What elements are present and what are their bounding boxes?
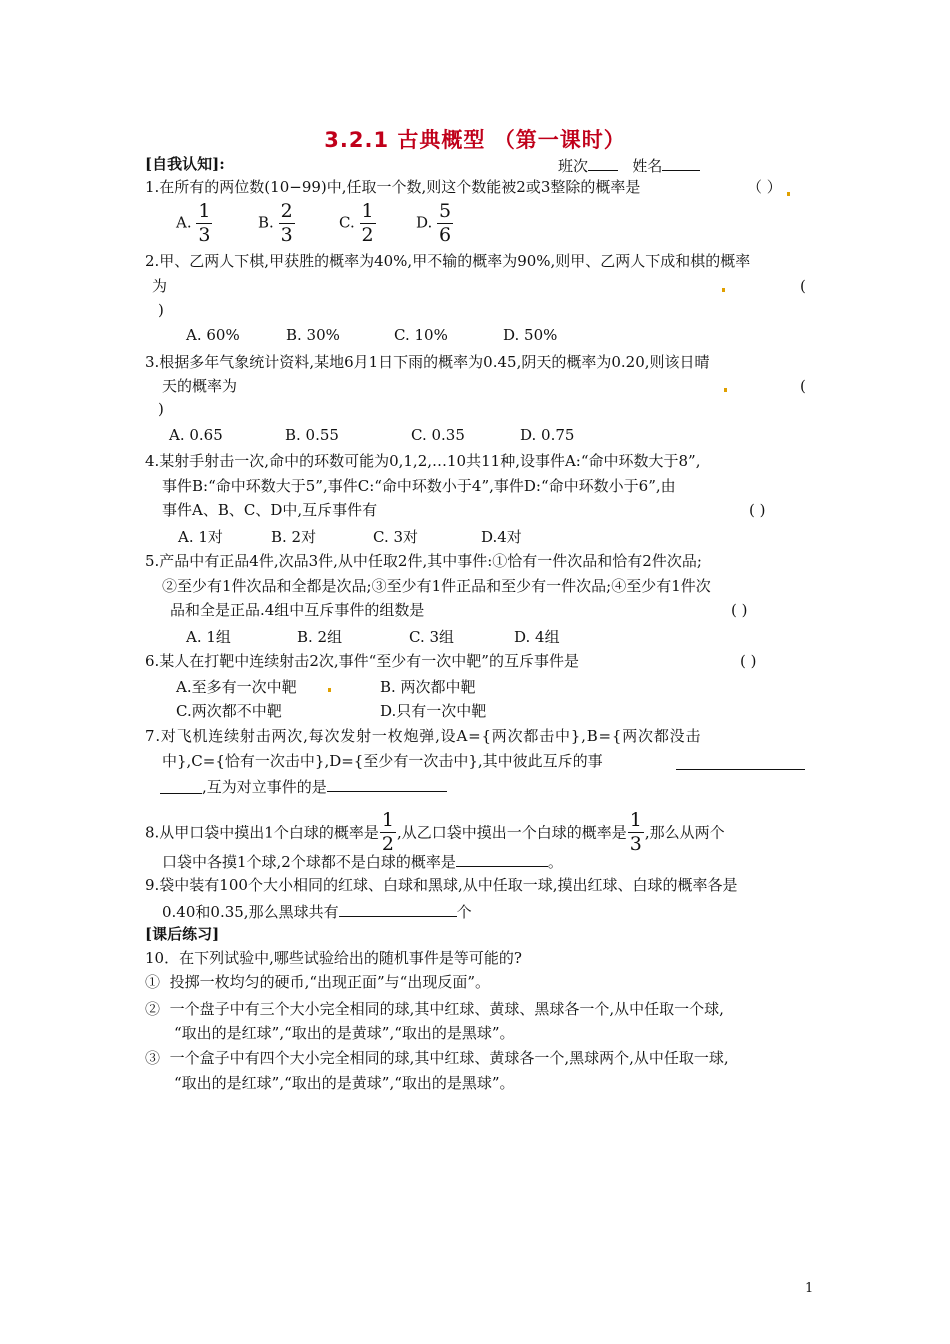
q9-line2: 0.40和0.35,那么黑球共有 个 [162,900,472,922]
fraction: $\frac{5}{6}$ [439,200,452,246]
name-blank [662,154,700,171]
q9-blank [339,900,457,917]
stray-mark [724,388,727,392]
q5-option-b: B. 2组 [297,628,343,646]
q1-option-a: A. $\frac{1}{3}$ [176,200,211,246]
class-name-fields [558,154,700,176]
q4-option-c: C. 3对 [373,528,419,546]
q7-blank-2 [327,775,447,792]
q4-paren: ( ) [749,501,766,519]
q6-option-a: A.至多有一次中靶 [176,678,297,696]
q8-blank [456,850,548,867]
q1-option-c: C. $\frac{1}{2}$ [339,200,374,246]
q3-option-c: C. 0.35 [411,426,465,444]
q8-line2: 口袋中各摸1个球,2个球都不是白球的概率是 。 [162,850,563,872]
q2-option-d: D. 50% [503,326,558,344]
section-label-self-recognition: [自我认知]: [145,155,225,173]
q3-line2: 天的概率为 [162,377,238,395]
q3-paren-open: ( [800,377,806,395]
q2-option-c: C. 10% [394,326,448,344]
q2-paren-open: ( [800,277,806,295]
fraction: $\frac{1}{3}$ [629,809,642,855]
q10-item-3-line2: “取出的是红球”,“取出的是黄球”,“取出的是黑球”。 [174,1074,515,1092]
q1-stem: 1.在所有的两位数(10−99)中,任取一个数,则这个数能被2或3整除的概率是 [145,178,641,196]
q4-line2: 事件B:“命中环数大于5”,事件C:“命中环数小于4”,事件D:“命中环数小于6”,由 [162,477,676,495]
q4-option-b: B. 2对 [271,528,317,546]
q3-option-d: D. 0.75 [520,426,575,444]
page-number: 1 [805,1281,814,1296]
q7-line3: ,互为对立事件的是 [202,775,447,797]
q3-option-b: B. 0.55 [285,426,339,444]
q10-item-1: ① 投掷一枚均匀的硬币,“出现正面”与“出现反面”。 [145,973,491,991]
q5-option-c: C. 3组 [409,628,455,646]
q7-line2: 中},C={恰有一次击中},D={至少有一次击中},其中彼此互斥的事 [162,752,603,770]
q10-item-3: ③ 一个盒子中有四个大小完全相同的球,其中红球、黄球各一个,黑球两个,从中任取一球, [145,1049,729,1067]
q10-item-2: ② 一个盘子中有三个大小完全相同的球,其中红球、黄球、黑球各一个,从中任取一个球, [145,1000,724,1018]
q6-paren: ( ) [740,652,757,670]
q10-item-2-line2: “取出的是红球”,“取出的是黄球”,“取出的是黑球”。 [174,1024,515,1042]
q3-paren-close: ) [158,400,164,418]
q1-option-b: B. $\frac{2}{3}$ [258,200,293,246]
fraction: $\frac{1}{2}$ [381,809,394,855]
q4-option-d: D.4对 [481,528,522,546]
q5-line1: 5.产品中有正品4件,次品3件,从中任取2件,其中事件:①恰有一件次品和恰有2件次品; [145,552,702,570]
q10-stem: 10．在下列试验中,哪些试验给出的随机事件是等可能的? [145,949,522,967]
stray-mark [722,288,725,292]
q4-line3: 事件A、B、C、D中,互斥事件有 [162,501,378,519]
class-label: 班次 [558,157,589,175]
q7-line1: 7.对飞机连续射击两次,每次发射一枚炮弹,设A={两次都击中},B={两次都没击 [145,727,702,745]
q8-line1: 8.从甲口袋中摸出1个白球的概率是 $\frac{1}{2}$ ,从乙口袋中摸出一个白球的概率是 $\frac{1}{3}$ ,那么从两个 [145,809,725,855]
q6-stem: 6.某人在打靶中连续射击2次,事件“至少有一次中靶”的互斥事件是 [145,652,579,670]
q2-line2: 为 [152,277,168,295]
q2-paren-close: ) [158,301,164,319]
q1-paren: （ ） [747,178,782,196]
q9-line1: 9.袋中装有100个大小相同的红球、白球和黑球,从中任取一球,摸出红球、白球的概率各是 [145,876,738,894]
fraction: $\frac{1}{2}$ [361,200,374,246]
name-label: 姓名 [632,157,663,175]
q2-option-a: A. 60% [186,326,240,344]
stray-mark [328,688,331,692]
q3-option-a: A. 0.65 [169,426,223,444]
q2-line1: 2.甲、乙两人下棋,甲获胜的概率为40%,甲不输的概率为90%,则甲、乙两人下成和棋的概率 [145,252,751,270]
stray-mark [787,192,790,196]
q5-line2: ②至少有1件次品和全都是次品;③至少有1件正品和至少有一件次品;④至少有1件次 [162,577,711,595]
q7-blank-1 [676,753,805,770]
q6-option-b: B. 两次都中靶 [380,678,476,696]
q7-blank-1-cont [160,777,202,794]
section-label-homework: [课后练习] [145,925,220,943]
q5-option-a: A. 1组 [186,628,231,646]
q5-option-d: D. 4组 [514,628,560,646]
q4-line1: 4.某射手射击一次,命中的环数可能为0,1,2,…10共11种,设事件A:“命中环数大于8”, [145,452,701,470]
page-title: 3.2.1 古典概型 （第一课时） [324,128,626,152]
class-blank [588,154,618,171]
q4-option-a: A. 1对 [178,528,223,546]
q6-option-c: C.两次都不中靶 [176,702,282,720]
q5-line3: 品和全是正品.4组中互斥事件的组数是 [170,601,425,619]
q2-option-b: B. 30% [286,326,340,344]
q1-option-d: D. $\frac{5}{6}$ [416,200,452,246]
q3-line1: 3.根据多年气象统计资料,某地6月1日下雨的概率为0.45,阴天的概率为0.20,则该日晴 [145,353,710,371]
q5-paren: ( ) [731,601,748,619]
q6-option-d: D.只有一次中靶 [380,702,487,720]
fraction: $\frac{1}{3}$ [198,200,211,246]
fraction: $\frac{2}{3}$ [280,200,293,246]
